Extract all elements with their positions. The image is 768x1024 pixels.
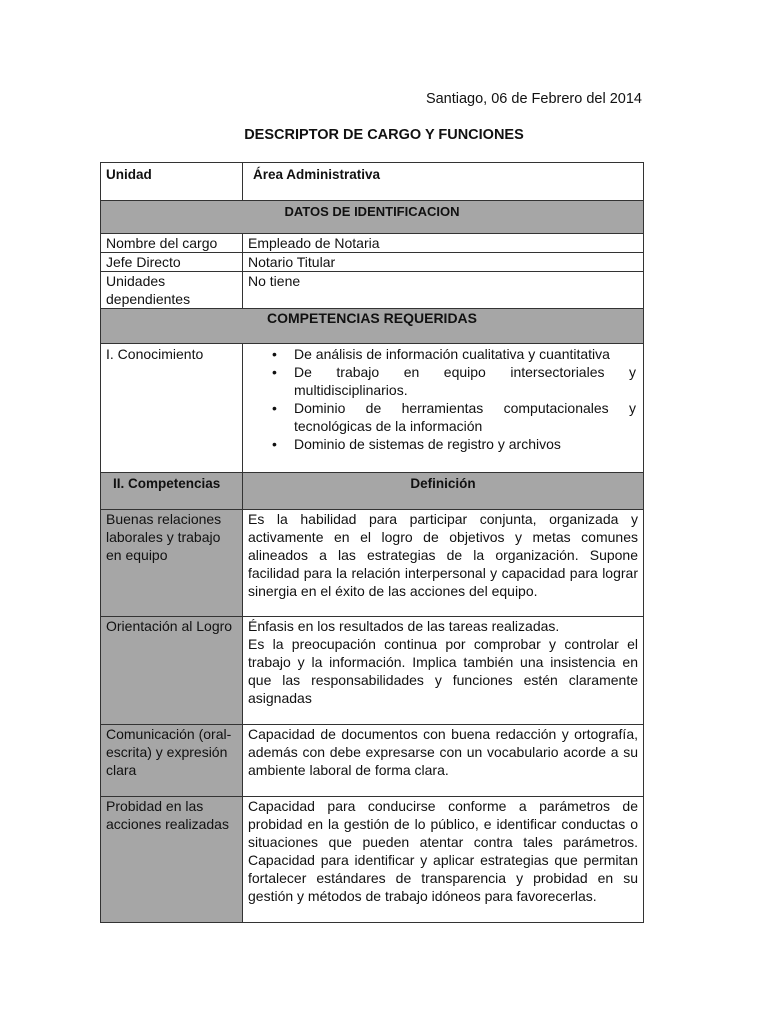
table-row <box>101 253 644 272</box>
list-item <box>272 399 636 435</box>
table-row <box>101 272 644 309</box>
list-item <box>272 435 636 453</box>
competency-name: Probidad en las acciones realizadas <box>101 797 243 923</box>
competency-definition: Es la habilidad para participar conjunta, organizada y activamente en el logro de objetivos y metas comunes alineados a las estrategias de la organización. Supone facilidad para la relación interpersonal y capacidad para lograr sinergia en el éxito de las acciones del equipo. <box>243 510 644 617</box>
competency-name: Buenas relaciones laborales y trabajo en equipo <box>101 510 243 617</box>
competency-name: Comunicación (oral- escrita) y expresión clara <box>101 725 243 797</box>
competency-definition <box>243 617 644 725</box>
table-row <box>101 617 644 725</box>
unit-row <box>101 163 644 201</box>
competencies-required-heading: COMPETENCIAS REQUERIDAS <box>101 309 644 344</box>
bullet-icon: • <box>272 364 277 380</box>
bullet-icon: • <box>272 346 277 362</box>
cargo-value: Empleado de Notaria <box>243 234 644 253</box>
unidades-value: No tiene <box>243 272 644 309</box>
knowledge-item-text: De análisis de información cualitativa y cuantitativa <box>294 346 610 362</box>
list-item <box>272 363 636 399</box>
table-row <box>101 510 644 617</box>
competencies-heading-row <box>101 473 644 510</box>
table-row <box>101 797 644 923</box>
knowledge-item-text: Dominio de sistemas de registro y archivos <box>294 436 561 452</box>
bullet-icon: • <box>272 436 277 452</box>
table-row <box>101 725 644 797</box>
jefe-value: Notario Titular <box>243 253 644 272</box>
definition-line: Énfasis en los resultados de las tareas realizadas. <box>248 618 560 634</box>
competency-name: Orientación al Logro <box>101 617 243 725</box>
definition-line: Es la preocupación continua por comprobar y controlar el trabajo y la información. Implica también una insistencia en que las responsabilidades y funciones estén claramente asignadas <box>248 636 638 706</box>
knowledge-cell <box>243 344 644 473</box>
unidades-label: Unidades dependientes <box>101 272 243 309</box>
jefe-label: Jefe Directo <box>101 253 243 272</box>
bullet-icon: • <box>272 400 277 416</box>
list-item <box>272 345 636 363</box>
cargo-label: Nombre del cargo <box>101 234 243 253</box>
document-title: DESCRIPTOR DE CARGO Y FUNCIONES <box>244 127 524 143</box>
competencies-col-heading: II. Competencias <box>101 473 243 510</box>
table-row <box>101 234 644 253</box>
unit-value: Área Administrativa <box>243 163 644 201</box>
knowledge-item-text: De trabajo en equipo intersectoriales y multidisciplinarios. <box>294 364 636 398</box>
knowledge-item-text: Dominio de herramientas computacionales y tecnológicas de la información <box>294 400 636 434</box>
competency-definition: Capacidad para conducirse conforme a parámetros de probidad en la gestión de lo público, e identificar conductas o situaciones que pueden atentar contra tales parámetros. Capacidad para identificar y aplicar estrategias que permitan fortalecer estándares de transparencia y probidad en su gestión y métodos de trabajo idóneos para favorecerlas. <box>243 797 644 923</box>
descriptor-table <box>100 162 644 923</box>
unit-label: Unidad <box>101 163 243 201</box>
identification-heading-row <box>101 201 644 234</box>
definition-col-heading: Definición <box>243 473 644 510</box>
identification-heading: DATOS DE IDENTIFICACION <box>101 201 644 234</box>
date-line: Santiago, 06 de Febrero del 2014 <box>425 91 642 107</box>
knowledge-label: I. Conocimiento <box>101 344 243 473</box>
knowledge-list <box>248 345 636 453</box>
competency-definition: Capacidad de documentos con buena redacción y ortografía, además con debe expresarse con un vocabulario acorde a su ambiente laboral de forma clara. <box>243 725 644 797</box>
knowledge-row <box>101 344 644 473</box>
competencies-required-heading-row <box>101 309 644 344</box>
